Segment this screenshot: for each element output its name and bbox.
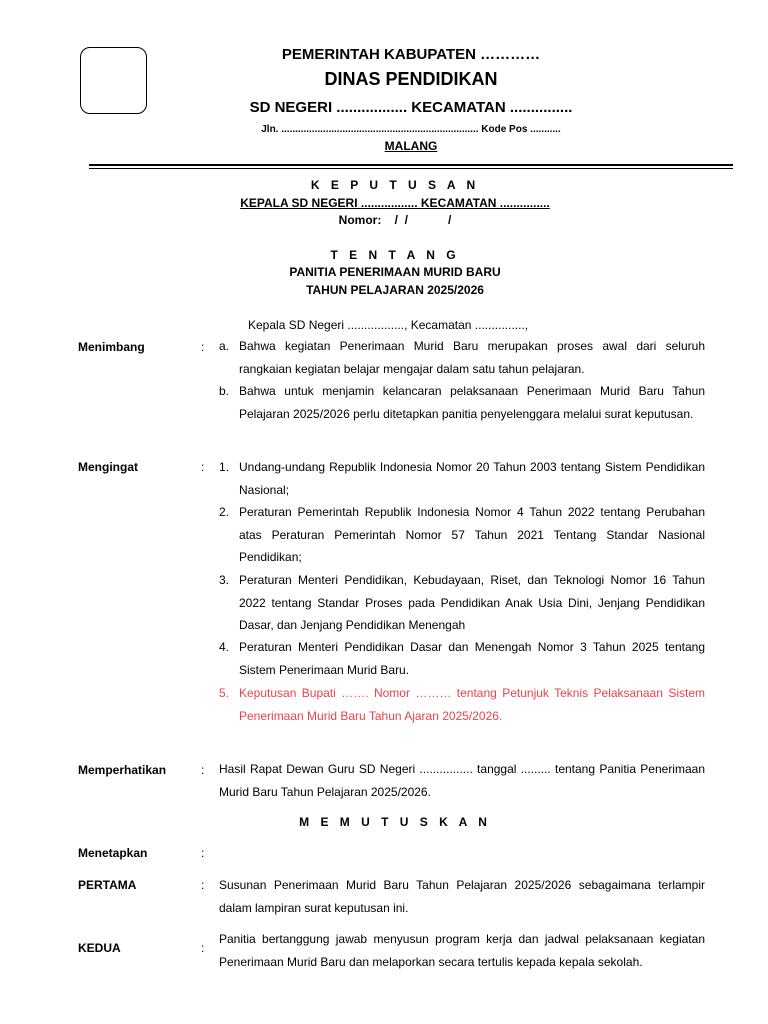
memperhatikan-label: Memperhatikan [78, 763, 167, 777]
kedua-text: Panitia bertanggung jawab menyusun program kerja dan jadwal pelaksanaan kegiatan Penerimaan Murid Baru dan melaporkan secara tertulis kepada kepala sekolah. [219, 932, 705, 969]
agency-title: DINAS PENDIDIKAN [324, 69, 498, 89]
menimbang-item-b: Bahwa untuk menjamin kelancaran pelaksanaan Penerimaan Murid Baru Tahun Pelajaran 2025/2026 perlu ditetapkan panitia penyelenggara melalui surat keputusan. [239, 384, 705, 421]
pertama-text: Susunan Penerimaan Murid Baru Tahun Pelajaran 2025/2026 sebagaimana terlampir dalam lampiran surat keputusan ini. [219, 878, 705, 915]
mengingat-item-4: Peraturan Menteri Pendidikan Dasar dan Menengah Nomor 3 Tahun 2025 tentang Sistem Penerimaan Murid Baru. [239, 640, 705, 677]
decree-subject-line2: TAHUN PELAJARAN 2025/2026 [306, 283, 484, 297]
header-divider-thick [89, 164, 733, 166]
mengingat-marker-2: 2. [219, 505, 230, 519]
memutuskan-title: M E M U T U S K A N [299, 815, 491, 829]
mengingat-marker-1: 1. [219, 460, 230, 474]
menimbang-marker-b: b. [219, 384, 230, 398]
mengingat-marker-5: 5. [219, 686, 230, 700]
address-line: Jln. ....................................................................... Kode Pos ........... [261, 124, 561, 135]
decree-number: Nomor: / / / [338, 213, 452, 227]
mengingat-item-5: Keputusan Bupati ……. Nomor ……… tentang Petunjuk Teknis Pelaksanaan Sistem Penerimaan Murid Baru Tahun Ajaran 2025/2026. [239, 686, 705, 723]
decree-subject-line1: PANITIA PENERIMAAN MURID BARU [289, 265, 501, 279]
menimbang-colon: : [201, 340, 205, 354]
pertama-label: PERTAMA [78, 878, 137, 892]
mengingat-marker-4: 4. [219, 640, 230, 654]
memperhatikan-text: Hasil Rapat Dewan Guru SD Negeri ................ tanggal ......... tentang Panitia Penerimaan Murid Baru Tahun Pelajaran 2025/2026. [219, 762, 705, 799]
opening-statement: Kepala SD Negeri ................., Kecamatan ..............., [248, 318, 529, 332]
government-title: PEMERINTAH KABUPATEN ………… [281, 46, 541, 63]
header-divider-thin [89, 168, 733, 169]
decree-issuer: KEPALA SD NEGERI ................. KECAMATAN ............... [240, 196, 550, 210]
mengingat-item-3: Peraturan Menteri Pendidikan, Kebudayaan, Riset, dan Teknologi Nomor 16 Tahun 2022 tentang Standar Proses pada Pendidikan Anak Usia Dini, Jenjang Pendidikan Dasar, dan Jenjang Pendidikan Menengah [239, 573, 705, 632]
memperhatikan-colon: : [201, 763, 205, 777]
kedua-label: KEDUA [78, 941, 121, 955]
menimbang-item-a: Bahwa kegiatan Penerimaan Murid Baru merupakan proses awal dari seluruh rangkaian kegiatan belajar mengajar dalam satu tahun pelajaran. [239, 339, 705, 376]
mengingat-colon: : [201, 460, 205, 474]
menimbang-label: Menimbang [78, 340, 145, 354]
mengingat-item-1: Undang-undang Republik Indonesia Nomor 20 Tahun 2003 tentang Sistem Pendidikan Nasional; [239, 460, 705, 497]
kedua-colon: : [201, 941, 205, 955]
decree-title: K E P U T U S A N [310, 178, 480, 192]
menimbang-marker-a: a. [219, 339, 230, 353]
pertama-colon: : [201, 878, 205, 892]
mengingat-marker-3: 3. [219, 573, 230, 587]
mengingat-label: Mengingat [78, 460, 138, 474]
mengingat-item-2: Peraturan Pemerintah Republik Indonesia Nomor 4 Tahun 2022 tentang Perubahan atas Peraturan Pemerintah Nomor 57 Tahun 2021 Tentang Standar Nasional Pendidikan; [239, 505, 705, 564]
menetapkan-colon: : [201, 846, 205, 860]
city-name: MALANG [384, 139, 438, 153]
school-title: SD NEGERI ................. KECAMATAN ............... [249, 99, 573, 116]
menetapkan-label: Menetapkan [78, 846, 148, 860]
decree-about: T E N T A N G [330, 248, 460, 262]
